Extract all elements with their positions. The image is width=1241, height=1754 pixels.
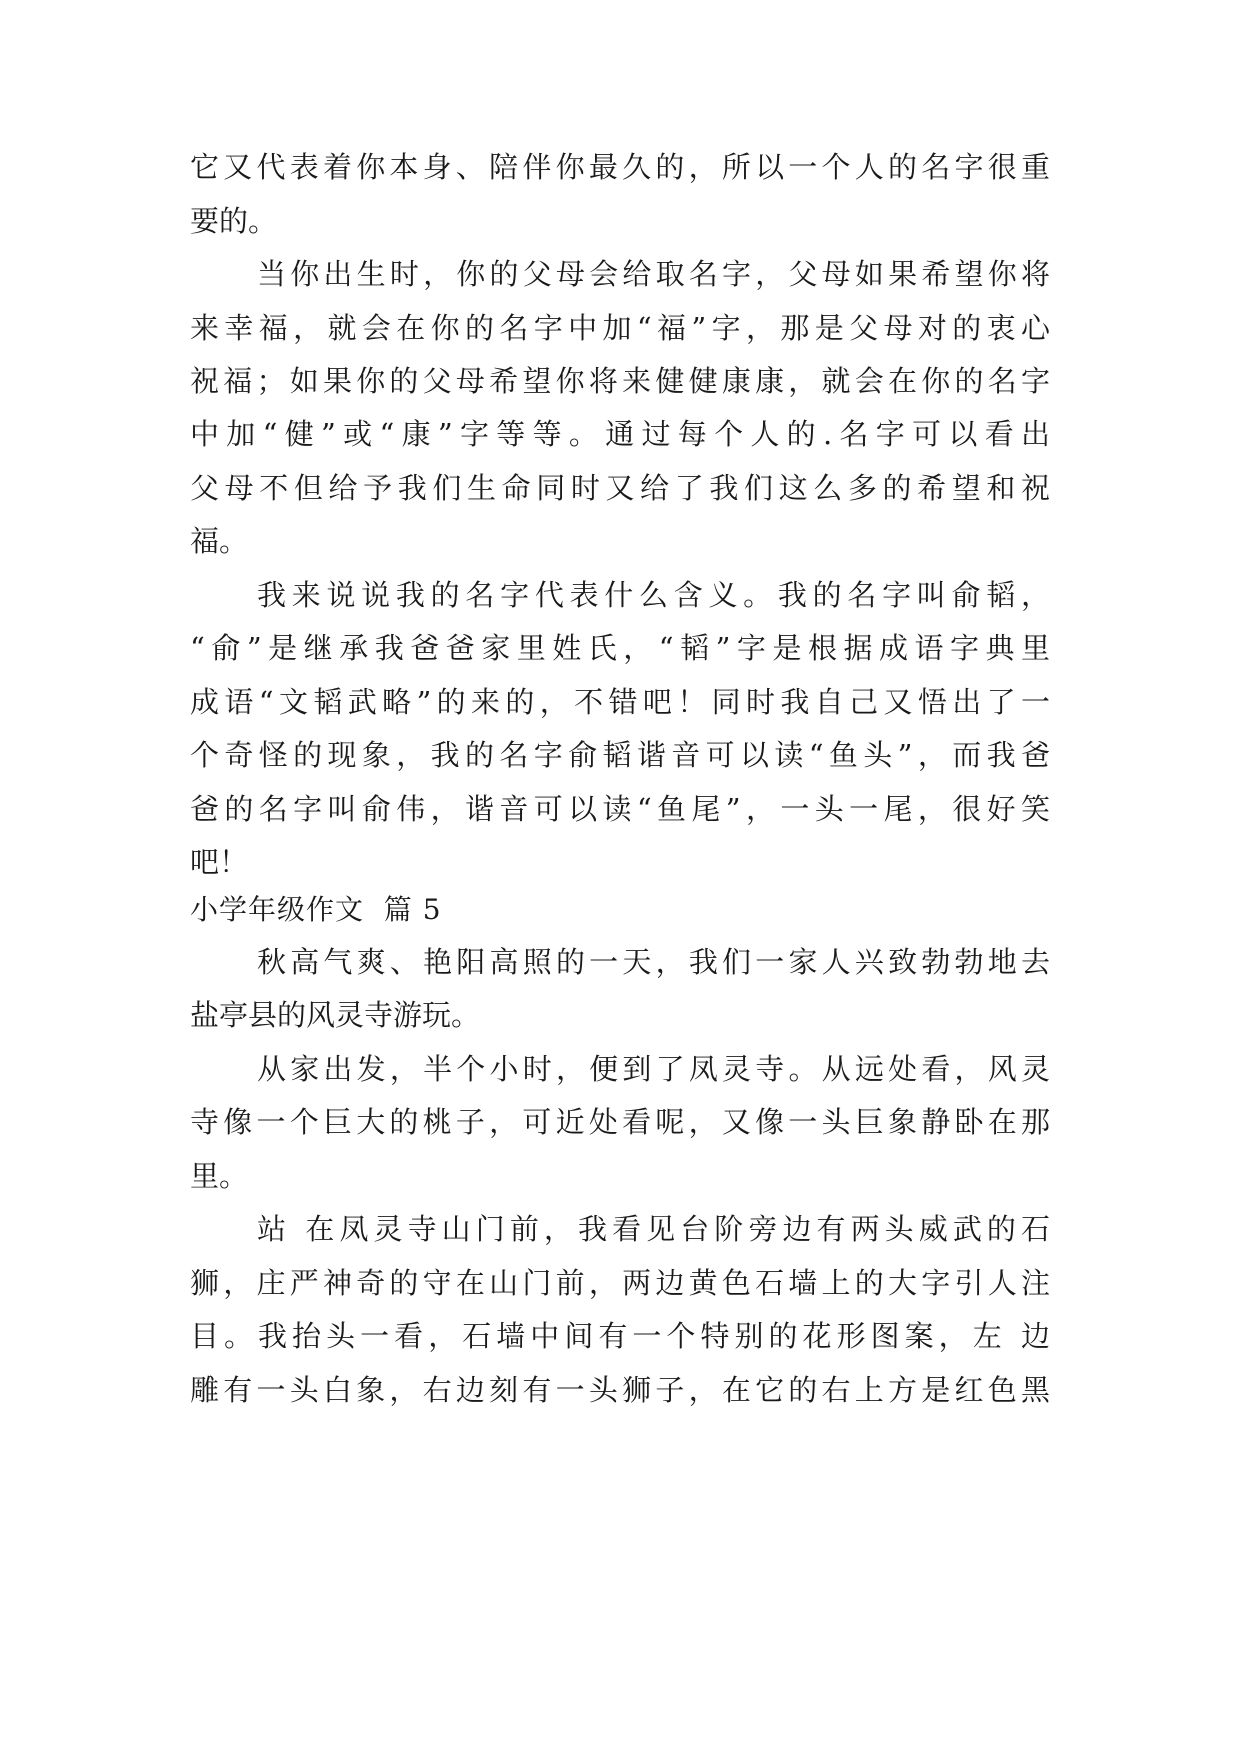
text-line: 父母不但给予我们生命同时又给了我们这么多的希望和祝 bbox=[190, 471, 1050, 505]
text-line: 从家出发，半个小时，便到了凤灵寺。从远处看，风灵 bbox=[257, 1052, 1050, 1086]
text-line: 站 在凤灵寺山门前，我看见台阶旁边有两头威武的石 bbox=[257, 1212, 1050, 1246]
text-line: 个奇怪的现象，我的名字俞韬谐音可以读“鱼头”，而我爸 bbox=[190, 738, 1050, 772]
text-line: 爸的名字叫俞伟，谐音可以读“鱼尾”，一头一尾，很好笑 bbox=[190, 792, 1050, 826]
section-heading: 小学年级作文 篇 5 bbox=[190, 893, 442, 926]
text-line: 寺像一个巨大的桃子，可近处看呢，又像一头巨象静卧在那 bbox=[190, 1105, 1050, 1139]
text-line: 中加“健”或“康”字等等。通过每个人的.名字可以看出 bbox=[190, 417, 1050, 451]
text-line: 里。 bbox=[190, 1159, 249, 1193]
text-line: 来幸福，就会在你的名字中加“福”字，那是父母对的衷心 bbox=[190, 311, 1050, 345]
text-line: 目。我抬头一看，石墙中间有一个特别的花形图案，左 边 bbox=[190, 1319, 1050, 1353]
text-line: 成语“文韬武略”的来的，不错吧！同时我自己又悟出了一 bbox=[190, 685, 1050, 719]
text-line: 当你出生时，你的父母会给取名字，父母如果希望你将 bbox=[257, 257, 1050, 291]
text-line: “俞”是继承我爸爸家里姓氏，“韬”字是根据成语字典里 bbox=[190, 631, 1050, 665]
text-line: 狮，庄严神奇的守在山门前，两边黄色石墙上的大字引人注 bbox=[190, 1266, 1050, 1300]
text-line: 它又代表着你本身、陪伴你最久的，所以一个人的名字很重 bbox=[190, 150, 1050, 184]
text-line: 盐亭县的风灵寺游玩。 bbox=[190, 998, 481, 1032]
text-line: 秋高气爽、艳阳高照的一天，我们一家人兴致勃勃地去 bbox=[257, 945, 1050, 979]
text-line: 吧！ bbox=[190, 845, 249, 879]
text-line: 雕有一头白象，右边刻有一头狮子，在它的右上方是红色黑 bbox=[190, 1373, 1050, 1407]
text-line: 福。 bbox=[190, 524, 249, 558]
text-line: 祝福；如果你的父母希望你将来健健康康，就会在你的名字 bbox=[190, 364, 1050, 398]
text-line: 我来说说我的名字代表什么含义。我的名字叫俞韬， bbox=[257, 578, 1050, 612]
text-line: 要的。 bbox=[190, 204, 278, 238]
